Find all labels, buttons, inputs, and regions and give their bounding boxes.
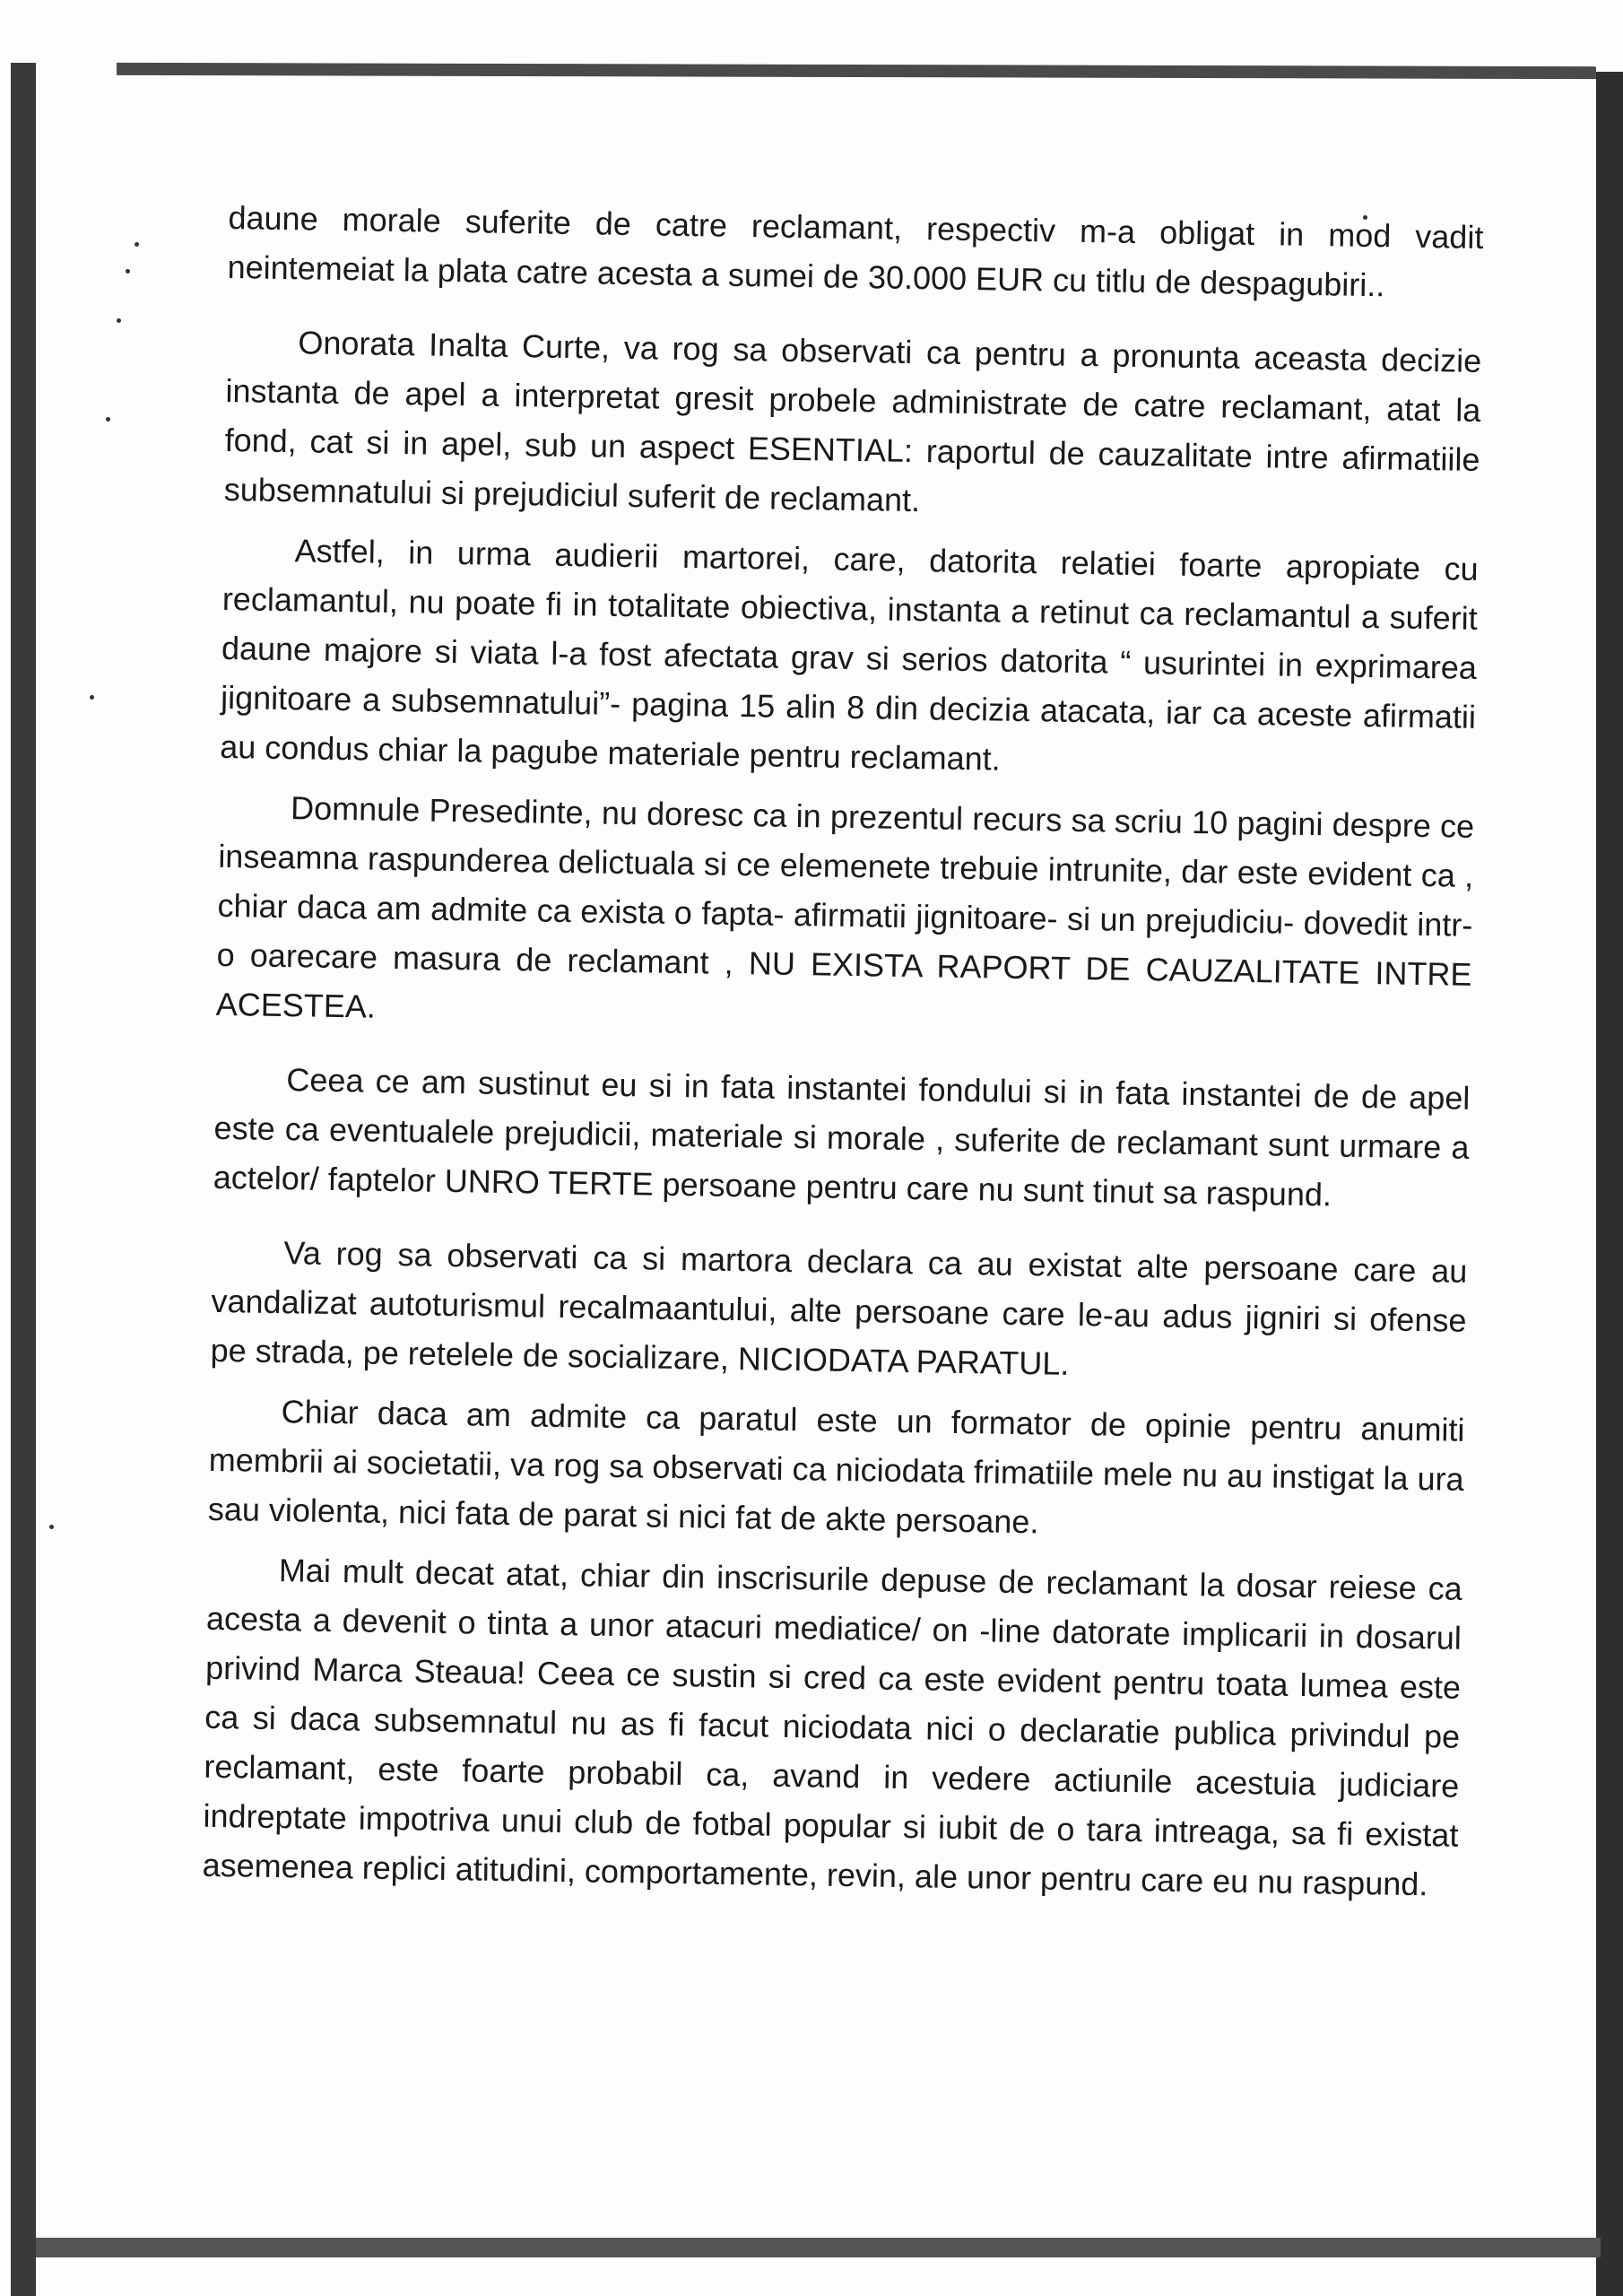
paragraph-4: Domnule Presedinte, nu doresc ca in prezentul recurs sa scriu 10 pagini despre ce inseamna raspunderea delictuala si ce elemenete trebuie intrunite, dar este evident ca , chiar daca am admite ca exista o fapta- afirmatii jignitoare- si un prejudiciu- dovedit intr-o oarecare masura de reclamant , NU EXISTA RAPORT DE CAUZALITATE INTRE ACESTEA. <box>215 789 1475 1025</box>
scan-edge-left <box>11 63 36 2296</box>
paragraph-8: Mai mult decat atat, chiar din inscrisurile depuse de reclamant la dosar reiese ca acesta a devenit o tinta a unor atacuri mediatice/ on -line datorate implicarii in dosarul privind Marca Steaua! Ceea ce sustin si cred ca este evident pentru toata lumea este ca si daca subsemnatul nu as fi facut niciodata nici o declaratie publica privindul pe reclamant, este foarte probabil ca, avand in vedere actiunile acestuia judiciare indreptate impotriva unui club de fotbal popular si iubit de o tara intreaga, sa fi existat asemenea replici atitudini, comportamente, revin, ale unor pentru care eu nu raspund. <box>202 1552 1463 1903</box>
scan-speck <box>90 695 94 700</box>
paragraph-1: daune morale suferite de catre reclamant, respectiv m-a obligat in mod vadit neintemeiat la plata catre acesta a sumei de 30.000 EUR cu titlu de despagubiri.. <box>227 198 1484 304</box>
scan-speck <box>106 417 110 422</box>
paragraph-6: Va rog sa observati ca si martora declara ca au existat alte persoane care au vandalizat autoturismul recalmaantului, alte persoane care le-au adus jigniri si ofense pe strada, pe retelele de socializare, NICIODATA PARATUL. <box>210 1234 1468 1382</box>
scan-speck <box>49 1525 54 1529</box>
paragraph-5: Ceea ce am sustinut eu si in fata instantei fondului si in fata instantei de de apel este ca eventualele prejudicii, materiale si morale , suferite de reclamant sunt urmare a actelor/ faptelor UNRO TERTE persoane pentru care nu sunt tinut sa raspund. <box>213 1061 1471 1213</box>
scan-speck <box>126 269 130 274</box>
document-body <box>202 193 1484 1920</box>
scan-edge-top <box>117 63 1596 79</box>
scan-edge-bottom <box>36 2238 1601 2257</box>
scan-edge-right <box>1596 72 1623 2296</box>
scan-speck <box>117 318 121 323</box>
scan-speck <box>135 242 139 247</box>
paragraph-7: Chiar daca am admite ca paratul este un formator de opinie pentru anumiti membrii ai societatii, va rog sa observati ca niciodata frimatiile mele nu au instigat la ura sau violenta, nici fata de parat si nici fat de akte persoane. <box>207 1393 1465 1541</box>
paragraph-2: Onorata Inalta Curte, va rog sa observati ca pentru a pronunta aceasta decizie instanta de apel a interpretat gresit probele administrate de catre reclamant, atat la fond, cat si in apel, sub un aspect ESENTIAL: raportul de cauzalitate intre afirmatiile subsemnatului si prejudiciul suferit de reclamant. <box>223 324 1482 519</box>
paragraph-3: Astfel, in urma audierii martorei, care, datorita relatiei foarte apropiate cu reclamantul, nu poate fi in totalitate obiectiva, instanta a retinut ca reclamantul a suferit daune majore si viata l-a fost afectata grav si serios datorita “ usurintei in exprimarea jignitoare a subsemnatului”- pagina 15 alin 8 din decizia atacata, iar ca aceste afirmatii au condus chiar la pagube materiale pentru reclamant. <box>219 532 1479 778</box>
